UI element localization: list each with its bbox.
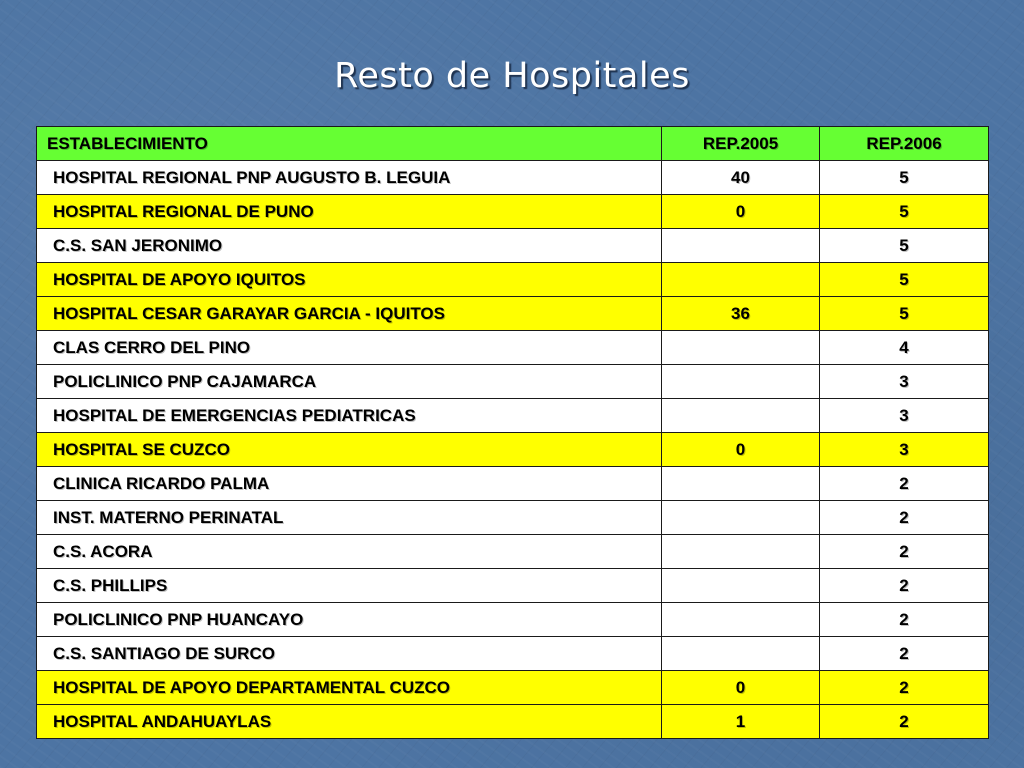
cell-rep-2005 [662,365,820,399]
table-body [37,127,989,739]
cell-rep-2005: 40 [662,161,820,195]
cell-rep-2006: 5 [820,263,989,297]
cell-establecimiento: INST. MATERNO PERINATAL [37,501,662,535]
cell-rep-2006: 3 [820,365,989,399]
cell-rep-2005 [662,637,820,671]
table-row [37,365,989,399]
slide-title: Resto de Hospitales [334,56,690,96]
cell-establecimiento: HOSPITAL SE CUZCO [37,433,662,467]
cell-establecimiento: CLAS CERRO DEL PINO [37,331,662,365]
table-row [37,195,989,229]
table-row [37,433,989,467]
table-row [37,705,989,739]
table-row [37,501,989,535]
cell-rep-2006: 2 [820,535,989,569]
cell-rep-2005 [662,603,820,637]
table-row [37,161,989,195]
cell-establecimiento: HOSPITAL REGIONAL PNP AUGUSTO B. LEGUIA [37,161,662,195]
cell-rep-2005 [662,229,820,263]
cell-rep-2005: 36 [662,297,820,331]
cell-rep-2006: 3 [820,399,989,433]
cell-rep-2005 [662,331,820,365]
cell-establecimiento: HOSPITAL REGIONAL DE PUNO [37,195,662,229]
cell-rep-2006: 5 [820,195,989,229]
cell-establecimiento: HOSPITAL DE APOYO IQUITOS [37,263,662,297]
cell-rep-2005 [662,501,820,535]
cell-rep-2006: 4 [820,331,989,365]
table-row [37,297,989,331]
cell-rep-2005: 0 [662,433,820,467]
cell-establecimiento: C.S. SANTIAGO DE SURCO [37,637,662,671]
header-rep-2006: REP.2006 [820,127,989,161]
table-row [37,399,989,433]
header-rep-2005: REP.2005 [662,127,820,161]
cell-establecimiento: HOSPITAL DE APOYO DEPARTAMENTAL CUZCO [37,671,662,705]
cell-rep-2005 [662,263,820,297]
cell-establecimiento: HOSPITAL DE EMERGENCIAS PEDIATRICAS [37,399,662,433]
cell-rep-2005 [662,569,820,603]
cell-rep-2005: 0 [662,195,820,229]
cell-establecimiento: C.S. ACORA [37,535,662,569]
table-row [37,467,989,501]
cell-rep-2006: 2 [820,569,989,603]
cell-rep-2006: 2 [820,501,989,535]
cell-rep-2006: 2 [820,671,989,705]
hospitals-table [36,126,989,739]
table-row [37,637,989,671]
table-row [37,331,989,365]
cell-establecimiento: C.S. PHILLIPS [37,569,662,603]
table-row [37,671,989,705]
cell-establecimiento: POLICLINICO PNP HUANCAYO [37,603,662,637]
table-row [37,569,989,603]
table-row [37,229,989,263]
table-header-row [37,127,989,161]
table-row [37,603,989,637]
table-row [37,535,989,569]
cell-rep-2006: 3 [820,433,989,467]
cell-establecimiento: HOSPITAL CESAR GARAYAR GARCIA - IQUITOS [37,297,662,331]
cell-establecimiento: C.S. SAN JERONIMO [37,229,662,263]
cell-rep-2005: 0 [662,671,820,705]
cell-rep-2006: 5 [820,297,989,331]
cell-rep-2006: 5 [820,229,989,263]
cell-rep-2005: 1 [662,705,820,739]
cell-rep-2006: 2 [820,467,989,501]
cell-rep-2006: 5 [820,161,989,195]
cell-establecimiento: HOSPITAL ANDAHUAYLAS [37,705,662,739]
cell-rep-2005 [662,399,820,433]
cell-rep-2006: 2 [820,705,989,739]
cell-rep-2005 [662,467,820,501]
cell-rep-2005 [662,535,820,569]
table-row [37,263,989,297]
cell-establecimiento: CLINICA RICARDO PALMA [37,467,662,501]
cell-rep-2006: 2 [820,637,989,671]
cell-rep-2006: 2 [820,603,989,637]
cell-establecimiento: POLICLINICO PNP CAJAMARCA [37,365,662,399]
header-establecimiento: ESTABLECIMIENTO [37,127,662,161]
